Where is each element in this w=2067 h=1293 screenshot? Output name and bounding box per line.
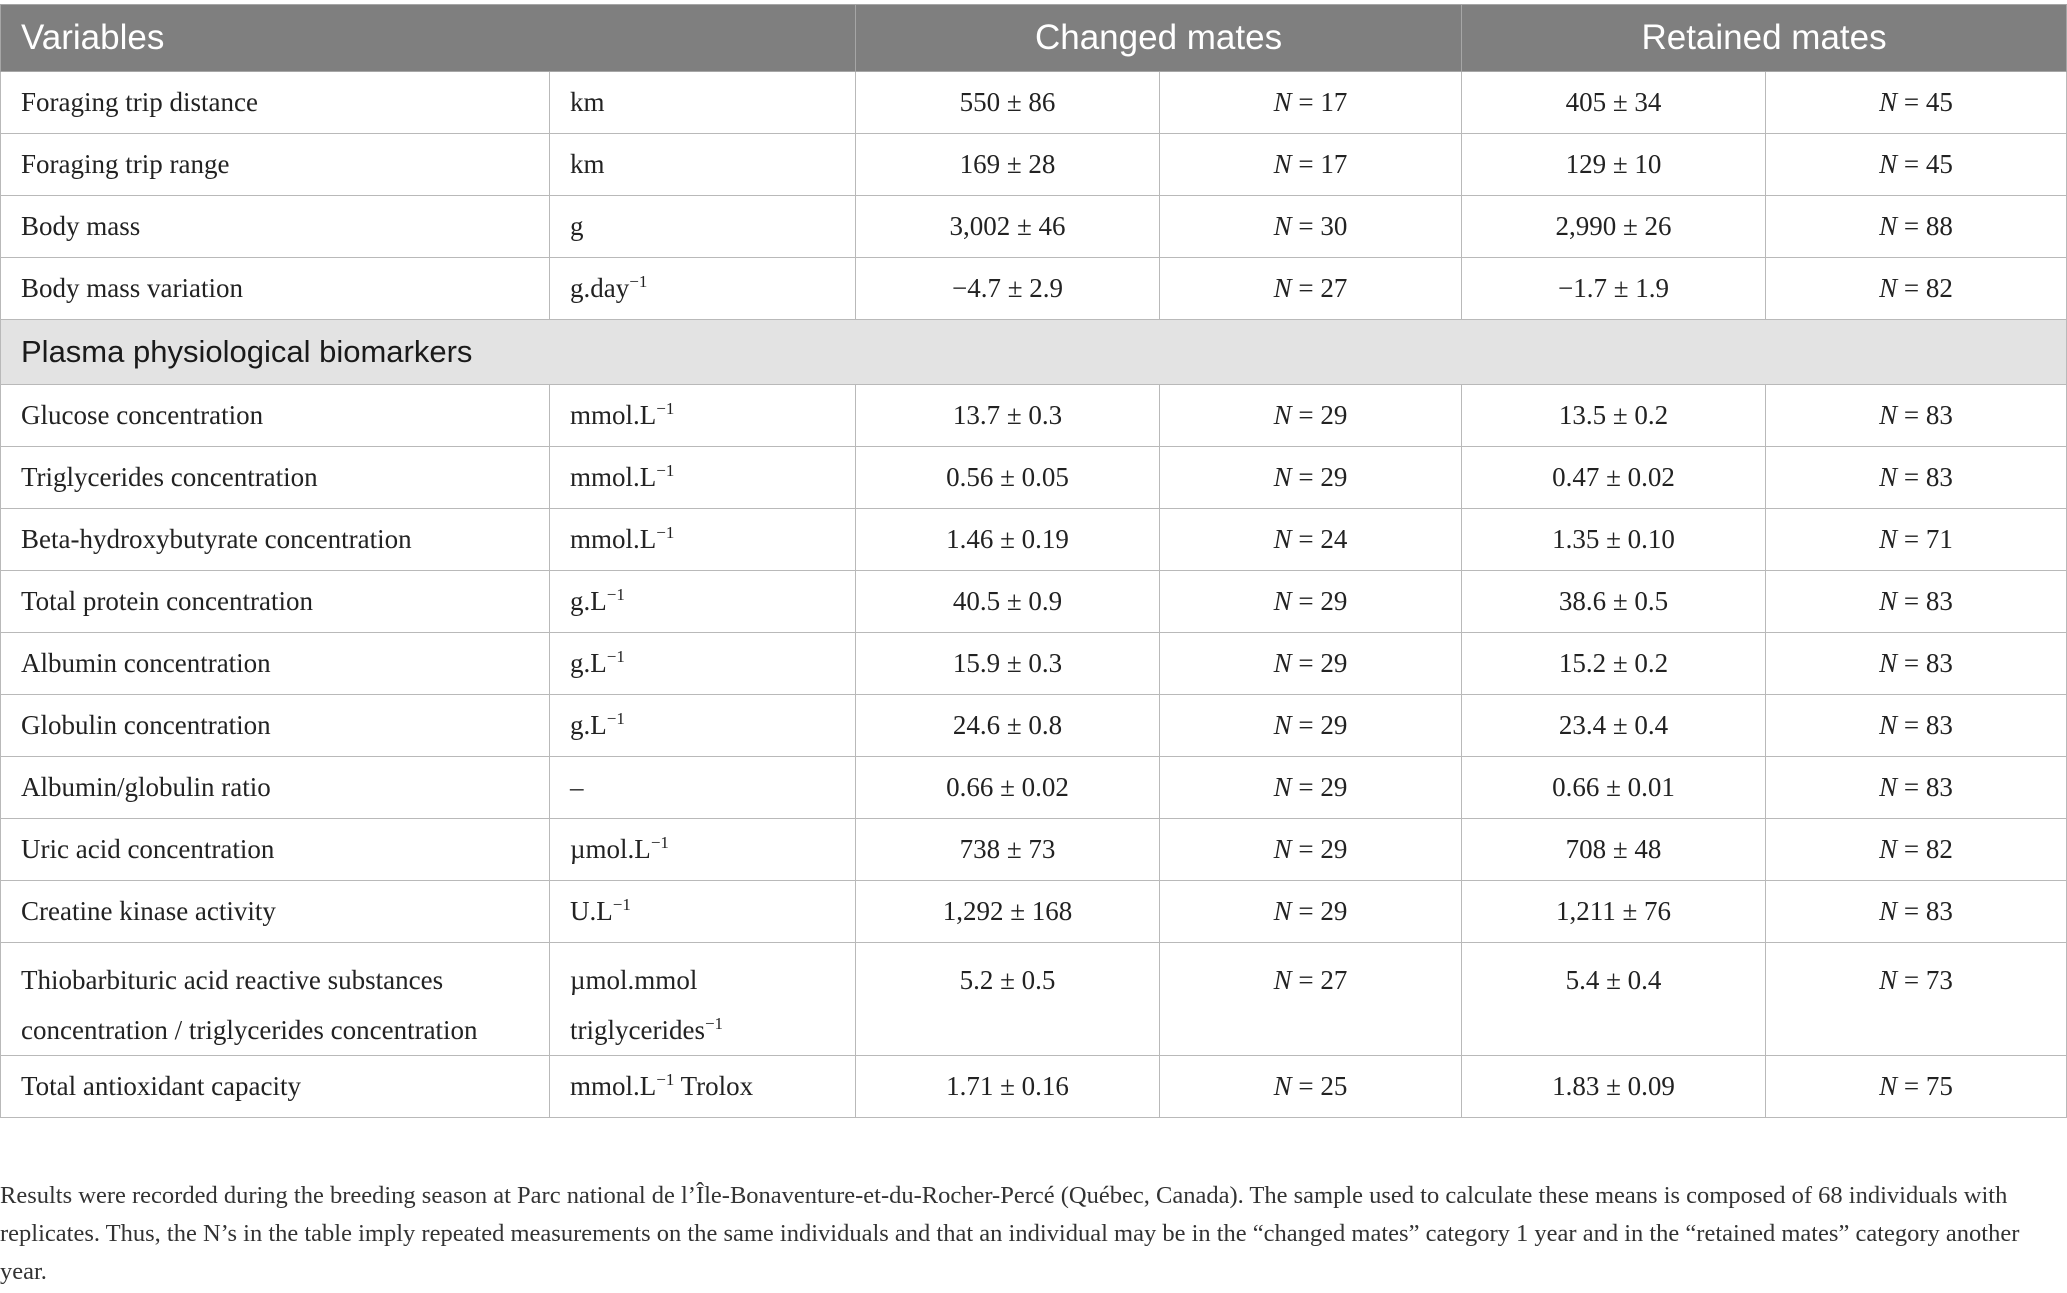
retained-n: N = 82	[1766, 819, 2067, 881]
unit: $U.L^{-1}$	[550, 881, 856, 943]
variable-name: Total protein concentration	[1, 571, 550, 633]
retained-mean: 5.4 ± 0.4	[1462, 943, 1766, 1056]
changed-n: N = 17	[1160, 72, 1462, 134]
retained-n: N = 45	[1766, 72, 2067, 134]
retained-mean: 13.5 ± 0.2	[1462, 385, 1766, 447]
retained-mean: 0.47 ± 0.02	[1462, 447, 1766, 509]
header-retained-mates: Retained mates	[1462, 5, 2067, 72]
unit: km	[550, 134, 856, 196]
changed-mean: 1.46 ± 0.19	[856, 509, 1160, 571]
variable-name: Albumin concentration	[1, 633, 550, 695]
header-changed-mates: Changed mates	[856, 5, 1462, 72]
unit: $mmol.L^{-1}$	[550, 509, 856, 571]
changed-mean: 1.71 ± 0.16	[856, 1056, 1160, 1118]
table-row	[1, 385, 2067, 447]
unit: g	[550, 196, 856, 258]
retained-n: N = 88	[1766, 196, 2067, 258]
variable-name: Thiobarbituric acid reactive substances concentration / triglycerides concentration	[1, 943, 550, 1056]
changed-mean: 15.9 ± 0.3	[856, 633, 1160, 695]
table-row	[1, 72, 2067, 134]
changed-mean: 1,292 ± 168	[856, 881, 1160, 943]
table-row	[1, 571, 2067, 633]
changed-n: N = 17	[1160, 134, 1462, 196]
table-row	[1, 819, 2067, 881]
variable-name: Body mass variation	[1, 258, 550, 320]
unit: km	[550, 72, 856, 134]
table-row	[1, 695, 2067, 757]
changed-mean: 3,002 ± 46	[856, 196, 1160, 258]
variable-name: Triglycerides concentration	[1, 447, 550, 509]
table-row	[1, 943, 2067, 1056]
retained-n: N = 83	[1766, 385, 2067, 447]
variable-name: Body mass	[1, 196, 550, 258]
retained-n: N = 75	[1766, 1056, 2067, 1118]
changed-n: N = 29	[1160, 881, 1462, 943]
changed-mean: 5.2 ± 0.5	[856, 943, 1160, 1056]
table-row	[1, 757, 2067, 819]
changed-n: N = 24	[1160, 509, 1462, 571]
table-row	[1, 134, 2067, 196]
unit: $\mu mol.L^{-1}$	[550, 819, 856, 881]
changed-n: N = 27	[1160, 258, 1462, 320]
retained-mean: 129 ± 10	[1462, 134, 1766, 196]
changed-n: N = 25	[1160, 1056, 1462, 1118]
unit: $mmol.L^{-1}$	[550, 385, 856, 447]
unit: $g.L^{-1}$	[550, 633, 856, 695]
section-label: Plasma physiological biomarkers	[1, 320, 2067, 385]
changed-n: N = 27	[1160, 943, 1462, 1056]
retained-n: N = 83	[1766, 571, 2067, 633]
retained-n: N = 83	[1766, 757, 2067, 819]
table-header-row	[1, 5, 2067, 72]
retained-n: N = 82	[1766, 258, 2067, 320]
variable-name: Foraging trip range	[1, 134, 550, 196]
table-row	[1, 633, 2067, 695]
unit: $mmol.L^{-1}$ Trolox	[550, 1056, 856, 1118]
changed-mean: 13.7 ± 0.3	[856, 385, 1160, 447]
retained-mean: 708 ± 48	[1462, 819, 1766, 881]
changed-n: N = 29	[1160, 695, 1462, 757]
retained-mean: 38.6 ± 0.5	[1462, 571, 1766, 633]
retained-mean: 1.83 ± 0.09	[1462, 1056, 1766, 1118]
header-variables: Variables	[1, 5, 856, 72]
changed-mean: 169 ± 28	[856, 134, 1160, 196]
table-row	[1, 258, 2067, 320]
table-footnote: Results were recorded during the breeding season at Parc national de l’Île-Bonaventure-et-du-Rocher-Percé (Québec, Canada). The sample used to calculate these means is composed of 68 individuals with replicates. Thus, the N’s in the table imply repeated measurements on the same individuals and that an individual may be in the “changed mates” category 1 year and in the “retained mates” category another year.	[0, 1182, 2020, 1285]
table-row	[1, 881, 2067, 943]
changed-n: N = 29	[1160, 447, 1462, 509]
unit: $g.L^{-1}$	[550, 695, 856, 757]
changed-mean: 0.56 ± 0.05	[856, 447, 1160, 509]
retained-n: N = 83	[1766, 695, 2067, 757]
retained-n: N = 83	[1766, 447, 2067, 509]
variable-name: Beta-hydroxybutyrate concentration	[1, 509, 550, 571]
retained-mean: 1,211 ± 76	[1462, 881, 1766, 943]
changed-mean: −4.7 ± 2.9	[856, 258, 1160, 320]
variable-name: Albumin/globulin ratio	[1, 757, 550, 819]
retained-n: N = 83	[1766, 633, 2067, 695]
table-row	[1, 196, 2067, 258]
retained-mean: −1.7 ± 1.9	[1462, 258, 1766, 320]
changed-n: N = 29	[1160, 571, 1462, 633]
variable-name: Creatine kinase activity	[1, 881, 550, 943]
variable-name: Foraging trip distance	[1, 72, 550, 134]
changed-n: N = 29	[1160, 633, 1462, 695]
table-row	[1, 509, 2067, 571]
unit: $mmol.L^{-1}$	[550, 447, 856, 509]
unit: g.day$^{-1}$	[550, 258, 856, 320]
changed-n: N = 30	[1160, 196, 1462, 258]
changed-n: N = 29	[1160, 757, 1462, 819]
changed-mean: 24.6 ± 0.8	[856, 695, 1160, 757]
table-row	[1, 1056, 2067, 1118]
retained-n: N = 73	[1766, 943, 2067, 1056]
table-row	[1, 447, 2067, 509]
changed-n: N = 29	[1160, 385, 1462, 447]
variable-name: Globulin concentration	[1, 695, 550, 757]
unit: –	[550, 757, 856, 819]
retained-mean: 405 ± 34	[1462, 72, 1766, 134]
retained-mean: 15.2 ± 0.2	[1462, 633, 1766, 695]
retained-n: N = 83	[1766, 881, 2067, 943]
variable-name: Uric acid concentration	[1, 819, 550, 881]
changed-mean: 40.5 ± 0.9	[856, 571, 1160, 633]
results-table	[0, 4, 2067, 1118]
retained-mean: 0.66 ± 0.01	[1462, 757, 1766, 819]
unit: µmol.mmol triglycerides$^{-1}$	[550, 943, 856, 1056]
unit: $g.L^{-1}$	[550, 571, 856, 633]
retained-mean: 1.35 ± 0.10	[1462, 509, 1766, 571]
retained-mean: 2,990 ± 26	[1462, 196, 1766, 258]
changed-mean: 738 ± 73	[856, 819, 1160, 881]
variable-name: Glucose concentration	[1, 385, 550, 447]
variable-name: Total antioxidant capacity	[1, 1056, 550, 1118]
retained-n: N = 45	[1766, 134, 2067, 196]
changed-n: N = 29	[1160, 819, 1462, 881]
changed-mean: 0.66 ± 0.02	[856, 757, 1160, 819]
retained-n: N = 71	[1766, 509, 2067, 571]
retained-mean: 23.4 ± 0.4	[1462, 695, 1766, 757]
changed-mean: 550 ± 86	[856, 72, 1160, 134]
section-row	[1, 320, 2067, 385]
